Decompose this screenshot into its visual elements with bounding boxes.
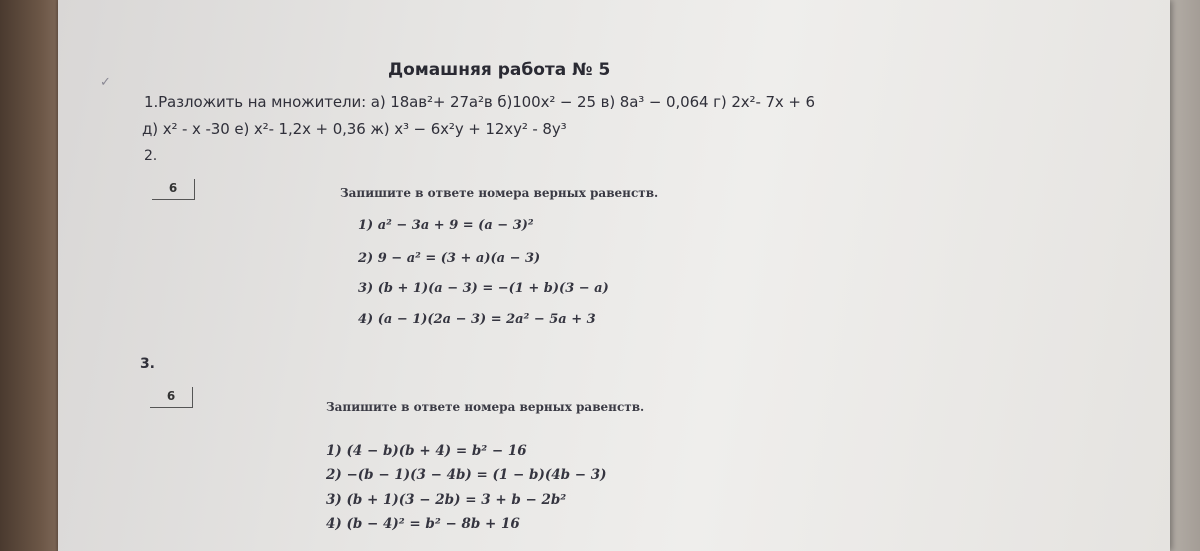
pencil-tick-mark: ✓ bbox=[100, 75, 111, 90]
page-title: Домашняя работа № 5 bbox=[388, 60, 611, 80]
task2-answer-box: 6 bbox=[152, 179, 195, 200]
task3-instruction: Запишите в ответе номера верных равенств. bbox=[326, 400, 645, 414]
task2-equation-1: 1) a² − 3a + 9 = (a − 3)² bbox=[358, 218, 534, 233]
task2-number: 2. bbox=[144, 148, 158, 164]
task3-equation-3: 3) (b + 1)(3 − 2b) = 3 + b − 2b² bbox=[326, 492, 567, 508]
task3-equation-4: 4) (b − 4)² = b² − 8b + 16 bbox=[326, 516, 520, 532]
worksheet-paper bbox=[58, 0, 1170, 551]
task1-line1: 1.Разложить на множители: а) 18ав²+ 27а²в б)100х² − 25 в) 8а³ − 0,064 г) 2х²- 7х + 6 bbox=[144, 93, 815, 111]
task2-equation-3: 3) (b + 1)(a − 3) = −(1 + b)(3 − a) bbox=[358, 281, 609, 296]
task2-instruction: Запишите в ответе номера верных равенств. bbox=[340, 186, 659, 200]
task3-equation-2: 2) −(b − 1)(3 − 4b) = (1 − b)(4b − 3) bbox=[326, 467, 607, 483]
task1-line2: д) х² - х -30 е) х²- 1,2х + 0,36 ж) х³ − 6х²у + 12ху² - 8у³ bbox=[142, 120, 567, 138]
task3-equation-1: 1) (4 − b)(b + 4) = b² − 16 bbox=[326, 443, 527, 459]
task3-number: 3. bbox=[140, 356, 155, 372]
task3-answer-box: 6 bbox=[150, 387, 193, 408]
task2-equation-4: 4) (a − 1)(2a − 3) = 2a² − 5a + 3 bbox=[358, 312, 596, 327]
task2-equation-2: 2) 9 − a² = (3 + a)(a − 3) bbox=[358, 251, 541, 266]
